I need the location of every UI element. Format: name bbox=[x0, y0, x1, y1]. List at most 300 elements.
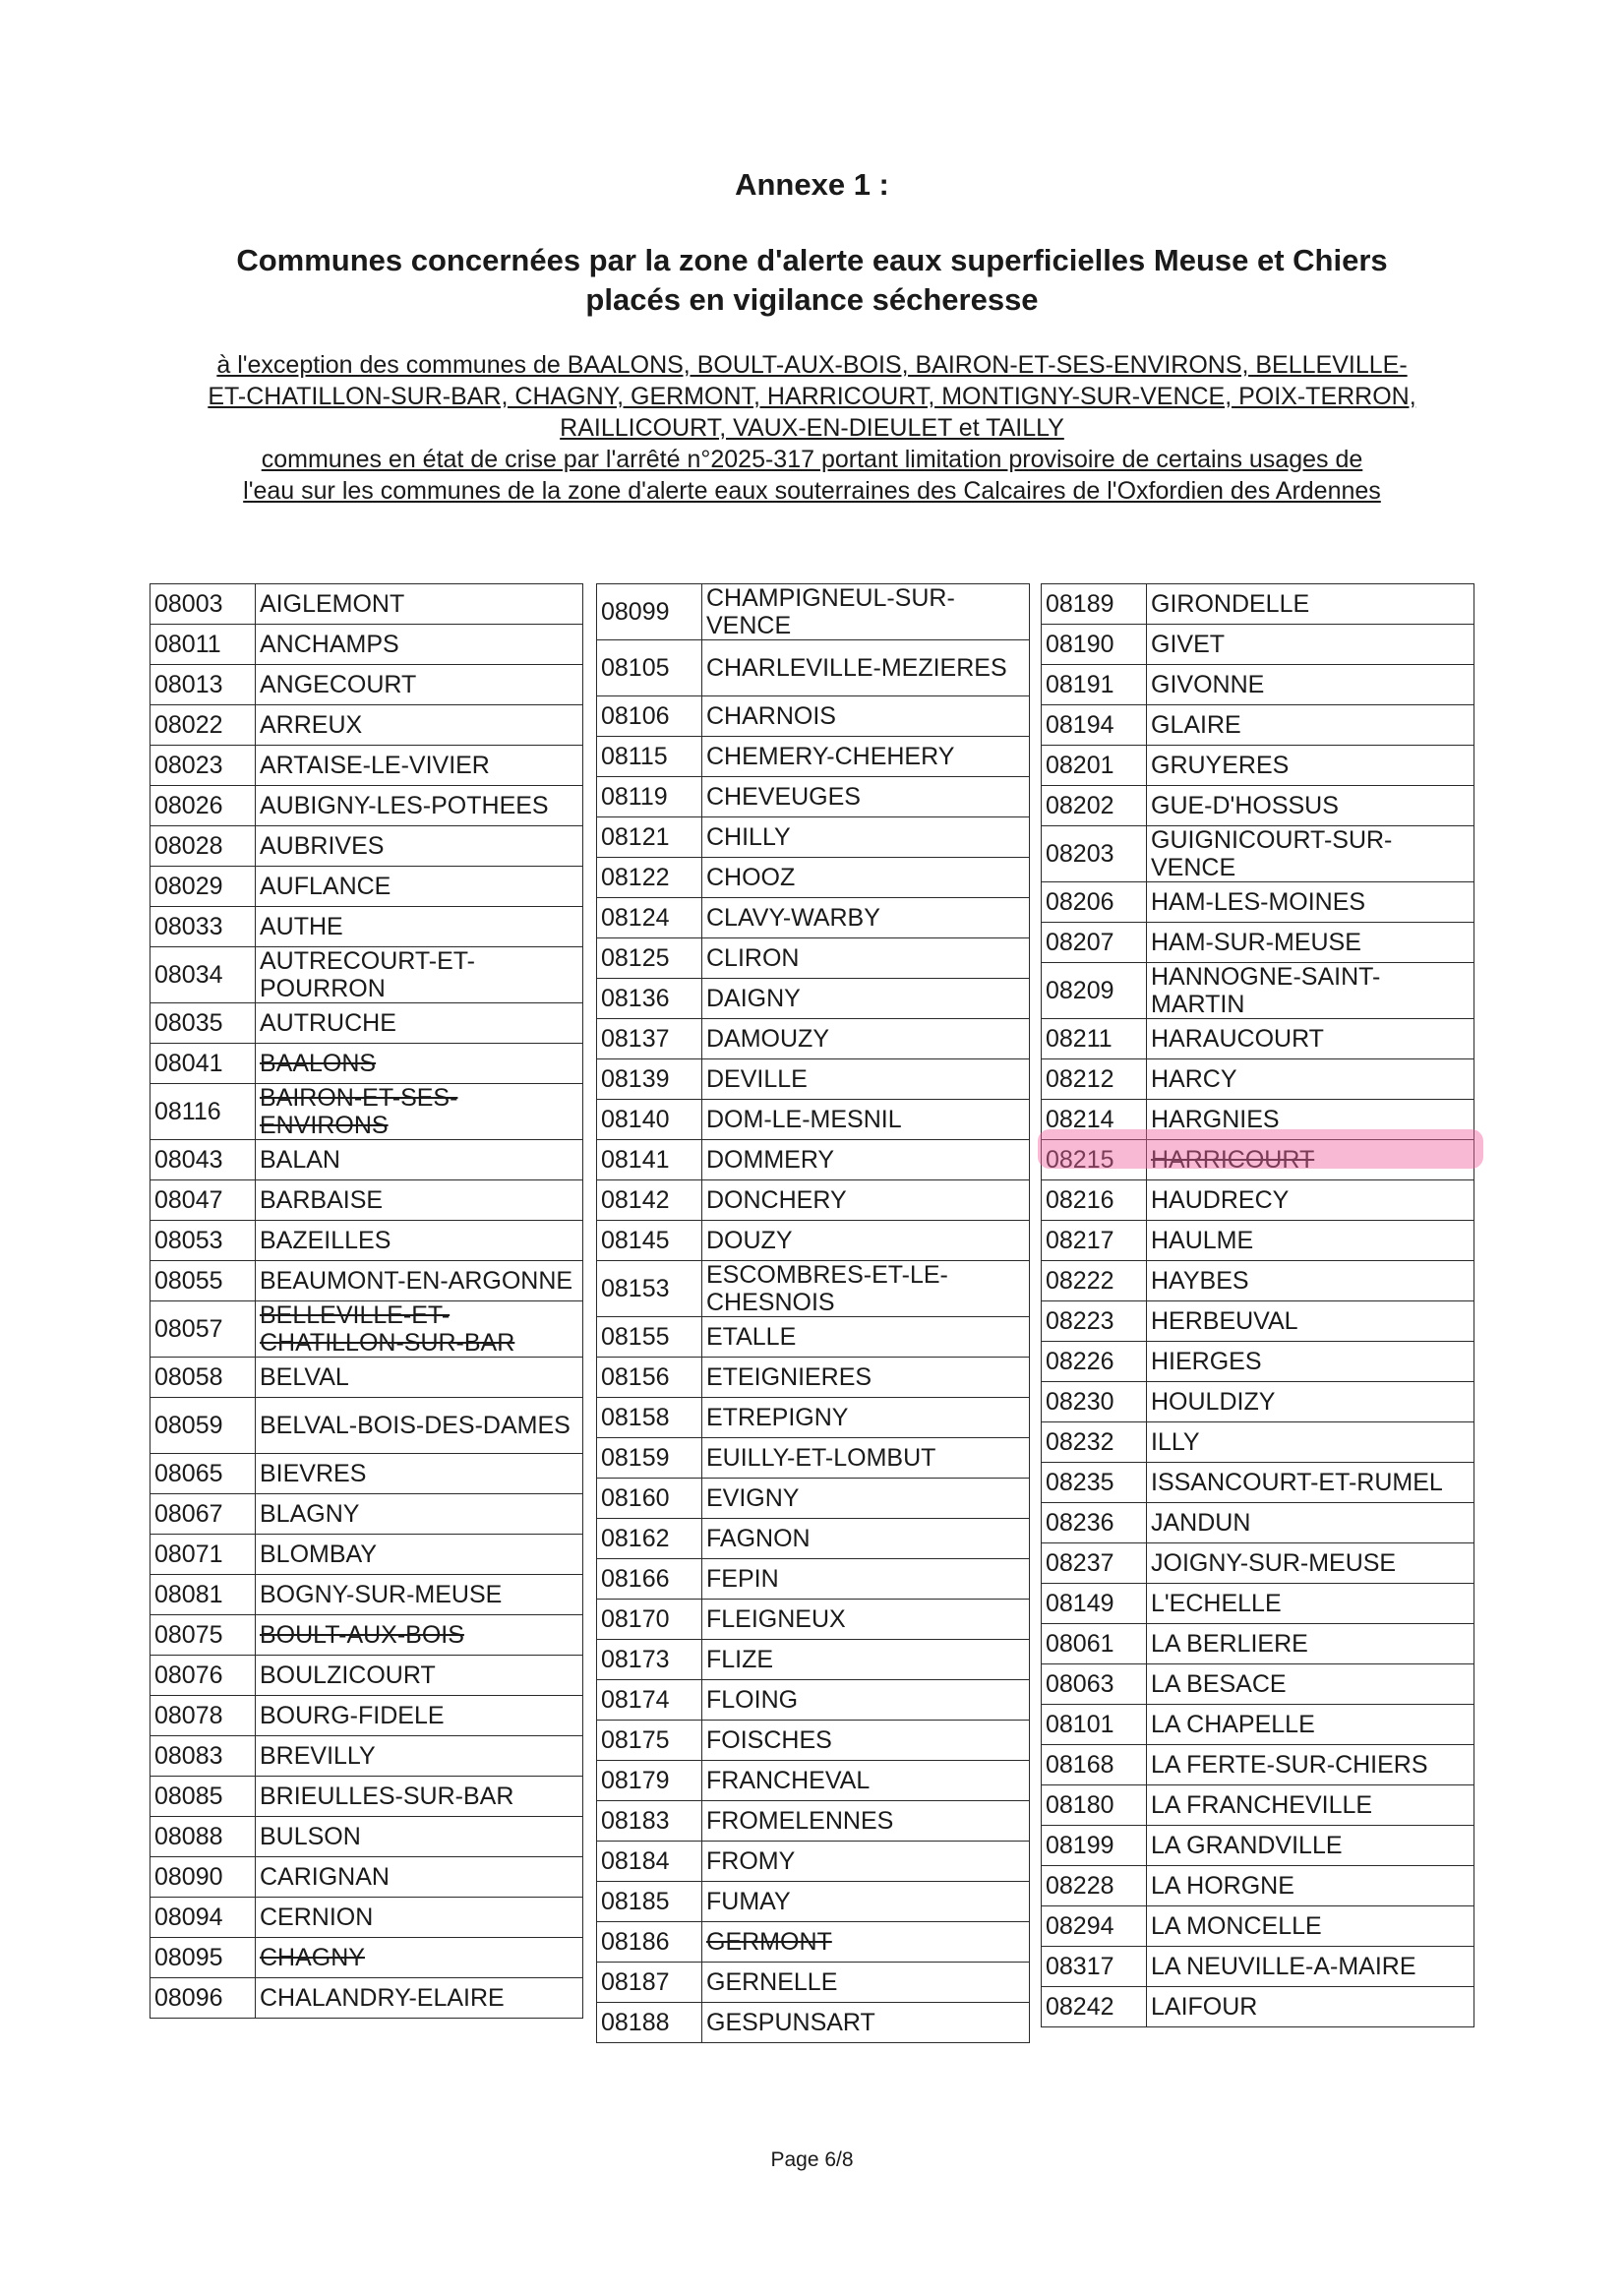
commune-row bbox=[1042, 826, 1474, 882]
commune-row bbox=[1042, 665, 1474, 705]
commune-name: JANDUN bbox=[1147, 1503, 1474, 1543]
commune-name: BLOMBAY bbox=[256, 1535, 583, 1575]
commune-code: 08043 bbox=[150, 1140, 256, 1180]
commune-code: 08166 bbox=[597, 1559, 702, 1600]
commune-name: BELVAL-BOIS-DES-DAMES bbox=[256, 1398, 583, 1454]
commune-code: 08206 bbox=[1042, 882, 1147, 923]
document-title: Annexe 1 : bbox=[735, 167, 889, 202]
commune-name: LA HORGNE bbox=[1147, 1866, 1474, 1906]
commune-code: 08202 bbox=[1042, 786, 1147, 826]
commune-code: 08065 bbox=[150, 1454, 256, 1494]
exception-line: l'eau sur les communes de la zone d'alerte eaux souterraines des Calcaires de l'Oxfordien des Ardennes bbox=[243, 477, 1381, 505]
commune-row bbox=[1042, 1221, 1474, 1261]
commune-code: 08158 bbox=[597, 1398, 702, 1438]
commune-code: 08058 bbox=[150, 1358, 256, 1398]
commune-name: GERMONT bbox=[702, 1922, 1030, 1963]
commune-code: 08207 bbox=[1042, 923, 1147, 963]
commune-code: 08088 bbox=[150, 1817, 256, 1857]
commune-row bbox=[597, 1842, 1030, 1882]
commune-code: 08011 bbox=[150, 625, 256, 665]
commune-code: 08180 bbox=[1042, 1785, 1147, 1826]
commune-code: 08186 bbox=[597, 1922, 702, 1963]
commune-row bbox=[150, 665, 583, 705]
commune-row bbox=[1042, 1543, 1474, 1584]
exception-line: communes en état de crise par l'arrêté n°2025-317 portant limitation provisoire de certains usages de bbox=[261, 446, 1363, 473]
commune-name: FROMELENNES bbox=[702, 1801, 1030, 1842]
commune-row bbox=[1042, 1826, 1474, 1866]
commune-row bbox=[597, 1317, 1030, 1358]
commune-row bbox=[597, 1640, 1030, 1680]
commune-row bbox=[1042, 923, 1474, 963]
commune-code: 08023 bbox=[150, 746, 256, 786]
commune-name: ESCOMBRES-ET-LE-CHESNOIS bbox=[702, 1261, 1030, 1317]
commune-row bbox=[1042, 705, 1474, 746]
commune-row bbox=[597, 979, 1030, 1019]
commune-row bbox=[150, 625, 583, 665]
commune-row bbox=[150, 705, 583, 746]
commune-row bbox=[150, 1777, 583, 1817]
commune-row bbox=[150, 1898, 583, 1938]
commune-code: 08063 bbox=[1042, 1664, 1147, 1705]
commune-name: DOMMERY bbox=[702, 1140, 1030, 1180]
commune-row bbox=[150, 1454, 583, 1494]
commune-name: FUMAY bbox=[702, 1882, 1030, 1922]
commune-name: BOGNY-SUR-MEUSE bbox=[256, 1575, 583, 1615]
commune-name: LA GRANDVILLE bbox=[1147, 1826, 1474, 1866]
commune-name: CLIRON bbox=[702, 938, 1030, 979]
communes-table-1 bbox=[150, 583, 583, 2019]
commune-code: 08184 bbox=[597, 1842, 702, 1882]
commune-name: LA MONCELLE bbox=[1147, 1906, 1474, 1947]
commune-row bbox=[597, 777, 1030, 817]
page-number: Page 6/8 bbox=[770, 2148, 854, 2171]
commune-row bbox=[597, 1221, 1030, 1261]
commune-code: 08083 bbox=[150, 1736, 256, 1777]
commune-name: GUIGNICOURT-SUR-VENCE bbox=[1147, 826, 1474, 882]
commune-code: 08223 bbox=[1042, 1301, 1147, 1342]
commune-row bbox=[597, 1059, 1030, 1100]
commune-name: CHARLEVILLE-MEZIERES bbox=[702, 640, 1030, 696]
commune-row bbox=[597, 1140, 1030, 1180]
commune-code: 08159 bbox=[597, 1438, 702, 1479]
commune-row bbox=[1042, 584, 1474, 625]
commune-code: 08232 bbox=[1042, 1422, 1147, 1463]
commune-name: HARCY bbox=[1147, 1059, 1474, 1100]
commune-row bbox=[150, 584, 583, 625]
commune-row bbox=[1042, 1180, 1474, 1221]
commune-name: BAALONS bbox=[256, 1044, 583, 1084]
commune-row bbox=[1042, 1422, 1474, 1463]
commune-row bbox=[597, 1019, 1030, 1059]
commune-code: 08029 bbox=[150, 867, 256, 907]
commune-row bbox=[597, 1680, 1030, 1721]
commune-code: 08122 bbox=[597, 858, 702, 898]
commune-name: GLAIRE bbox=[1147, 705, 1474, 746]
exception-line: RAILLICOURT, VAUX-EN-DIEULET et TAILLY bbox=[560, 414, 1064, 442]
exception-line: ET-CHATILLON-SUR-BAR, CHAGNY, GERMONT, HARRICOURT, MONTIGNY-SUR-VENCE, POIX-TERRON, bbox=[208, 383, 1416, 410]
commune-code: 08222 bbox=[1042, 1261, 1147, 1301]
commune-row bbox=[150, 1938, 583, 1978]
commune-code: 08212 bbox=[1042, 1059, 1147, 1100]
commune-code: 08199 bbox=[1042, 1826, 1147, 1866]
commune-name: BAIRON-ET-SES-ENVIRONS bbox=[256, 1084, 583, 1140]
commune-row bbox=[597, 1100, 1030, 1140]
commune-row bbox=[1042, 1745, 1474, 1785]
document-subtitle bbox=[167, 241, 1457, 320]
commune-row bbox=[150, 746, 583, 786]
commune-code: 08034 bbox=[150, 947, 256, 1003]
commune-code: 08033 bbox=[150, 907, 256, 947]
commune-code: 08175 bbox=[597, 1721, 702, 1761]
commune-row bbox=[1042, 1624, 1474, 1664]
commune-name: AUTHE bbox=[256, 907, 583, 947]
commune-code: 08076 bbox=[150, 1656, 256, 1696]
commune-row bbox=[597, 1519, 1030, 1559]
commune-row bbox=[150, 1696, 583, 1736]
commune-name: BOURG-FIDELE bbox=[256, 1696, 583, 1736]
commune-row bbox=[150, 1003, 583, 1044]
commune-code: 08055 bbox=[150, 1261, 256, 1301]
commune-code: 08209 bbox=[1042, 963, 1147, 1019]
commune-row bbox=[597, 1438, 1030, 1479]
commune-code: 08081 bbox=[150, 1575, 256, 1615]
commune-code: 08013 bbox=[150, 665, 256, 705]
commune-name: BELVAL bbox=[256, 1358, 583, 1398]
commune-name: ARTAISE-LE-VIVIER bbox=[256, 746, 583, 786]
commune-name: FOISCHES bbox=[702, 1721, 1030, 1761]
commune-name-highlighted: HARGNIES bbox=[1147, 1100, 1474, 1140]
commune-name: JOIGNY-SUR-MEUSE bbox=[1147, 1543, 1474, 1584]
communes-table-2 bbox=[596, 583, 1030, 2043]
commune-code: 08190 bbox=[1042, 625, 1147, 665]
commune-code: 08235 bbox=[1042, 1463, 1147, 1503]
commune-row bbox=[597, 1882, 1030, 1922]
commune-row bbox=[150, 1494, 583, 1535]
commune-row bbox=[1042, 1705, 1474, 1745]
commune-code: 08105 bbox=[597, 640, 702, 696]
commune-row bbox=[150, 1575, 583, 1615]
commune-row bbox=[1042, 963, 1474, 1019]
commune-row bbox=[597, 1963, 1030, 2003]
commune-row bbox=[150, 947, 583, 1003]
commune-code: 08317 bbox=[1042, 1947, 1147, 1987]
commune-code: 08230 bbox=[1042, 1382, 1147, 1422]
commune-code: 08226 bbox=[1042, 1342, 1147, 1382]
commune-row bbox=[597, 1559, 1030, 1600]
commune-row bbox=[1042, 1987, 1474, 2027]
commune-name: ANCHAMPS bbox=[256, 625, 583, 665]
commune-name: AUBIGNY-LES-POTHEES bbox=[256, 786, 583, 826]
commune-row bbox=[150, 1261, 583, 1301]
commune-row bbox=[150, 1140, 583, 1180]
commune-code: 08183 bbox=[597, 1801, 702, 1842]
commune-name: AIGLEMONT bbox=[256, 584, 583, 625]
commune-name: GIVET bbox=[1147, 625, 1474, 665]
commune-code: 08119 bbox=[597, 777, 702, 817]
commune-code: 08242 bbox=[1042, 1987, 1147, 2027]
commune-name: AUTRECOURT-ET-POURRON bbox=[256, 947, 583, 1003]
commune-code: 08145 bbox=[597, 1221, 702, 1261]
commune-name: CERNION bbox=[256, 1898, 583, 1938]
commune-row bbox=[150, 786, 583, 826]
commune-code: 08041 bbox=[150, 1044, 256, 1084]
commune-code: 08149 bbox=[1042, 1584, 1147, 1624]
commune-name: FLIZE bbox=[702, 1640, 1030, 1680]
commune-name: FEPIN bbox=[702, 1559, 1030, 1600]
exception-line: à l'exception des communes de BAALONS, BOULT-AUX-BOIS, BAIRON-ET-SES-ENVIRONS, BELLEVILLE- bbox=[216, 351, 1408, 379]
commune-name: FROMY bbox=[702, 1842, 1030, 1882]
commune-name: GESPUNSART bbox=[702, 2003, 1030, 2043]
commune-row bbox=[597, 1801, 1030, 1842]
commune-name: BAZEILLES bbox=[256, 1221, 583, 1261]
commune-row bbox=[150, 1044, 583, 1084]
commune-name: CHEMERY-CHEHERY bbox=[702, 737, 1030, 777]
commune-code: 08106 bbox=[597, 696, 702, 737]
commune-code: 08188 bbox=[597, 2003, 702, 2043]
commune-name: HAM-SUR-MEUSE bbox=[1147, 923, 1474, 963]
commune-row bbox=[150, 867, 583, 907]
commune-code: 08203 bbox=[1042, 826, 1147, 882]
commune-row bbox=[150, 1358, 583, 1398]
commune-row bbox=[1042, 1019, 1474, 1059]
commune-code: 08236 bbox=[1042, 1503, 1147, 1543]
commune-name: AUBRIVES bbox=[256, 826, 583, 867]
commune-name: DAIGNY bbox=[702, 979, 1030, 1019]
commune-name: CLAVY-WARBY bbox=[702, 898, 1030, 938]
commune-code: 08155 bbox=[597, 1317, 702, 1358]
commune-name: HOULDIZY bbox=[1147, 1382, 1474, 1422]
commune-code: 08215 bbox=[1042, 1140, 1147, 1180]
commune-code: 08156 bbox=[597, 1358, 702, 1398]
commune-code: 08191 bbox=[1042, 665, 1147, 705]
commune-code: 08228 bbox=[1042, 1866, 1147, 1906]
commune-name: CHAGNY bbox=[256, 1938, 583, 1978]
commune-row bbox=[597, 696, 1030, 737]
commune-code: 08136 bbox=[597, 979, 702, 1019]
commune-row bbox=[597, 817, 1030, 858]
commune-name: CHEVEUGES bbox=[702, 777, 1030, 817]
commune-row bbox=[1042, 1140, 1474, 1180]
commune-code: 08214 bbox=[1042, 1100, 1147, 1140]
commune-row bbox=[150, 1817, 583, 1857]
commune-name: CHAMPIGNEUL-SUR-VENCE bbox=[702, 584, 1030, 640]
commune-name: AUFLANCE bbox=[256, 867, 583, 907]
commune-code: 08294 bbox=[1042, 1906, 1147, 1947]
commune-code: 08216 bbox=[1042, 1180, 1147, 1221]
commune-code: 08139 bbox=[597, 1059, 702, 1100]
commune-code: 08003 bbox=[150, 584, 256, 625]
commune-row bbox=[1042, 746, 1474, 786]
commune-name: LA CHAPELLE bbox=[1147, 1705, 1474, 1745]
commune-row bbox=[150, 1221, 583, 1261]
commune-row bbox=[597, 1261, 1030, 1317]
commune-code: 08035 bbox=[150, 1003, 256, 1044]
commune-code: 08047 bbox=[150, 1180, 256, 1221]
commune-name: ANGECOURT bbox=[256, 665, 583, 705]
commune-code: 08075 bbox=[150, 1615, 256, 1656]
commune-code: 08026 bbox=[150, 786, 256, 826]
commune-name: HARRICOURT bbox=[1147, 1140, 1474, 1180]
commune-row bbox=[1042, 1906, 1474, 1947]
commune-name: GUE-D'HOSSUS bbox=[1147, 786, 1474, 826]
commune-row bbox=[1042, 1382, 1474, 1422]
commune-name: DEVILLE bbox=[702, 1059, 1030, 1100]
commune-row bbox=[597, 1479, 1030, 1519]
commune-row bbox=[597, 938, 1030, 979]
commune-name: FLEIGNEUX bbox=[702, 1600, 1030, 1640]
commune-row bbox=[1042, 1342, 1474, 1382]
commune-name: LA FERTE-SUR-CHIERS bbox=[1147, 1745, 1474, 1785]
commune-code: 08094 bbox=[150, 1898, 256, 1938]
commune-name: HERBEUVAL bbox=[1147, 1301, 1474, 1342]
commune-name: EVIGNY bbox=[702, 1479, 1030, 1519]
commune-row bbox=[150, 1978, 583, 2019]
commune-code: 08194 bbox=[1042, 705, 1147, 746]
commune-name: CHALANDRY-ELAIRE bbox=[256, 1978, 583, 2019]
commune-row bbox=[597, 2003, 1030, 2043]
commune-row bbox=[597, 737, 1030, 777]
commune-name: CARIGNAN bbox=[256, 1857, 583, 1898]
commune-row bbox=[1042, 1261, 1474, 1301]
commune-name: LA FRANCHEVILLE bbox=[1147, 1785, 1474, 1826]
commune-row bbox=[597, 584, 1030, 640]
commune-code: 08137 bbox=[597, 1019, 702, 1059]
commune-name: L'ECHELLE bbox=[1147, 1584, 1474, 1624]
commune-row bbox=[150, 1656, 583, 1696]
commune-code: 08217 bbox=[1042, 1221, 1147, 1261]
commune-name: AUTRUCHE bbox=[256, 1003, 583, 1044]
commune-row bbox=[150, 1535, 583, 1575]
commune-name: HANNOGNE-SAINT-MARTIN bbox=[1147, 963, 1474, 1019]
commune-row bbox=[1042, 1785, 1474, 1826]
commune-name: BRIEULLES-SUR-BAR bbox=[256, 1777, 583, 1817]
commune-code: 08028 bbox=[150, 826, 256, 867]
commune-row bbox=[150, 1736, 583, 1777]
commune-name: HAULME bbox=[1147, 1221, 1474, 1261]
commune-code: 08185 bbox=[597, 1882, 702, 1922]
commune-row bbox=[597, 1922, 1030, 1963]
commune-code: 08099 bbox=[597, 584, 702, 640]
commune-row bbox=[1042, 1947, 1474, 1987]
commune-code: 08170 bbox=[597, 1600, 702, 1640]
commune-name: BARBAISE bbox=[256, 1180, 583, 1221]
commune-name: HIERGES bbox=[1147, 1342, 1474, 1382]
commune-row bbox=[1042, 786, 1474, 826]
commune-row bbox=[1042, 1503, 1474, 1543]
commune-name: CHOOZ bbox=[702, 858, 1030, 898]
commune-code: 08053 bbox=[150, 1221, 256, 1261]
commune-row bbox=[150, 1398, 583, 1454]
commune-row bbox=[597, 1358, 1030, 1398]
commune-code: 08187 bbox=[597, 1963, 702, 2003]
commune-row bbox=[597, 1180, 1030, 1221]
commune-code: 08168 bbox=[1042, 1745, 1147, 1785]
commune-name: DAMOUZY bbox=[702, 1019, 1030, 1059]
commune-name: GIVONNE bbox=[1147, 665, 1474, 705]
commune-name: BREVILLY bbox=[256, 1736, 583, 1777]
commune-row bbox=[597, 1721, 1030, 1761]
commune-code: 08095 bbox=[150, 1938, 256, 1978]
commune-name: LA BESACE bbox=[1147, 1664, 1474, 1705]
subtitle-line: placés en vigilance sécheresse bbox=[585, 282, 1039, 317]
commune-name: FLOING bbox=[702, 1680, 1030, 1721]
commune-row bbox=[150, 1857, 583, 1898]
commune-code: 08141 bbox=[597, 1140, 702, 1180]
commune-name: EUILLY-ET-LOMBUT bbox=[702, 1438, 1030, 1479]
commune-name: HAUDRECY bbox=[1147, 1180, 1474, 1221]
subtitle-line: Communes concernées par la zone d'alerte eaux superficielles Meuse et Chiers bbox=[236, 243, 1388, 277]
commune-code: 08124 bbox=[597, 898, 702, 938]
commune-code: 08096 bbox=[150, 1978, 256, 2019]
commune-row bbox=[597, 898, 1030, 938]
commune-code: 08174 bbox=[597, 1680, 702, 1721]
commune-code: 08125 bbox=[597, 938, 702, 979]
commune-name: LA NEUVILLE-A-MAIRE bbox=[1147, 1947, 1474, 1987]
commune-row bbox=[1042, 1463, 1474, 1503]
commune-row bbox=[150, 907, 583, 947]
commune-name: BEAUMONT-EN-ARGONNE bbox=[256, 1261, 583, 1301]
commune-code: 08121 bbox=[597, 817, 702, 858]
commune-code: 08153 bbox=[597, 1261, 702, 1317]
commune-code: 08162 bbox=[597, 1519, 702, 1559]
commune-code: 08140 bbox=[597, 1100, 702, 1140]
commune-name: HARAUCOURT bbox=[1147, 1019, 1474, 1059]
commune-name: ETREPIGNY bbox=[702, 1398, 1030, 1438]
commune-row bbox=[597, 1761, 1030, 1801]
commune-code: 08116 bbox=[150, 1084, 256, 1140]
commune-row bbox=[150, 1084, 583, 1140]
commune-row bbox=[597, 1600, 1030, 1640]
commune-row bbox=[1042, 1301, 1474, 1342]
commune-row bbox=[150, 1301, 583, 1358]
commune-code: 08078 bbox=[150, 1696, 256, 1736]
commune-name: GIRONDELLE bbox=[1147, 584, 1474, 625]
exception-note bbox=[157, 349, 1467, 507]
commune-row bbox=[1042, 1100, 1474, 1140]
commune-name: DOUZY bbox=[702, 1221, 1030, 1261]
commune-row bbox=[1042, 1059, 1474, 1100]
commune-name: BULSON bbox=[256, 1817, 583, 1857]
commune-code: 08022 bbox=[150, 705, 256, 746]
commune-name: LA BERLIERE bbox=[1147, 1624, 1474, 1664]
commune-code: 08090 bbox=[150, 1857, 256, 1898]
commune-row bbox=[597, 1398, 1030, 1438]
commune-row bbox=[150, 1615, 583, 1656]
commune-name: FRANCHEVAL bbox=[702, 1761, 1030, 1801]
commune-name: HAM-LES-MOINES bbox=[1147, 882, 1474, 923]
commune-row bbox=[1042, 1866, 1474, 1906]
commune-name: LAIFOUR bbox=[1147, 1987, 1474, 2027]
commune-name: ETALLE bbox=[702, 1317, 1030, 1358]
commune-code: 08057 bbox=[150, 1301, 256, 1358]
commune-code: 08179 bbox=[597, 1761, 702, 1801]
commune-name: ILLY bbox=[1147, 1422, 1474, 1463]
commune-row bbox=[1042, 1664, 1474, 1705]
commune-code: 08142 bbox=[597, 1180, 702, 1221]
commune-name: DONCHERY bbox=[702, 1180, 1030, 1221]
commune-name: CHILLY bbox=[702, 817, 1030, 858]
commune-code: 08115 bbox=[597, 737, 702, 777]
commune-name: BALAN bbox=[256, 1140, 583, 1180]
commune-name: ISSANCOURT-ET-RUMEL bbox=[1147, 1463, 1474, 1503]
commune-name: ETEIGNIERES bbox=[702, 1358, 1030, 1398]
commune-code: 08059 bbox=[150, 1398, 256, 1454]
commune-name: BOULZICOURT bbox=[256, 1656, 583, 1696]
commune-name: ARREUX bbox=[256, 705, 583, 746]
commune-code: 08237 bbox=[1042, 1543, 1147, 1584]
commune-name: GERNELLE bbox=[702, 1963, 1030, 2003]
commune-row bbox=[150, 1180, 583, 1221]
